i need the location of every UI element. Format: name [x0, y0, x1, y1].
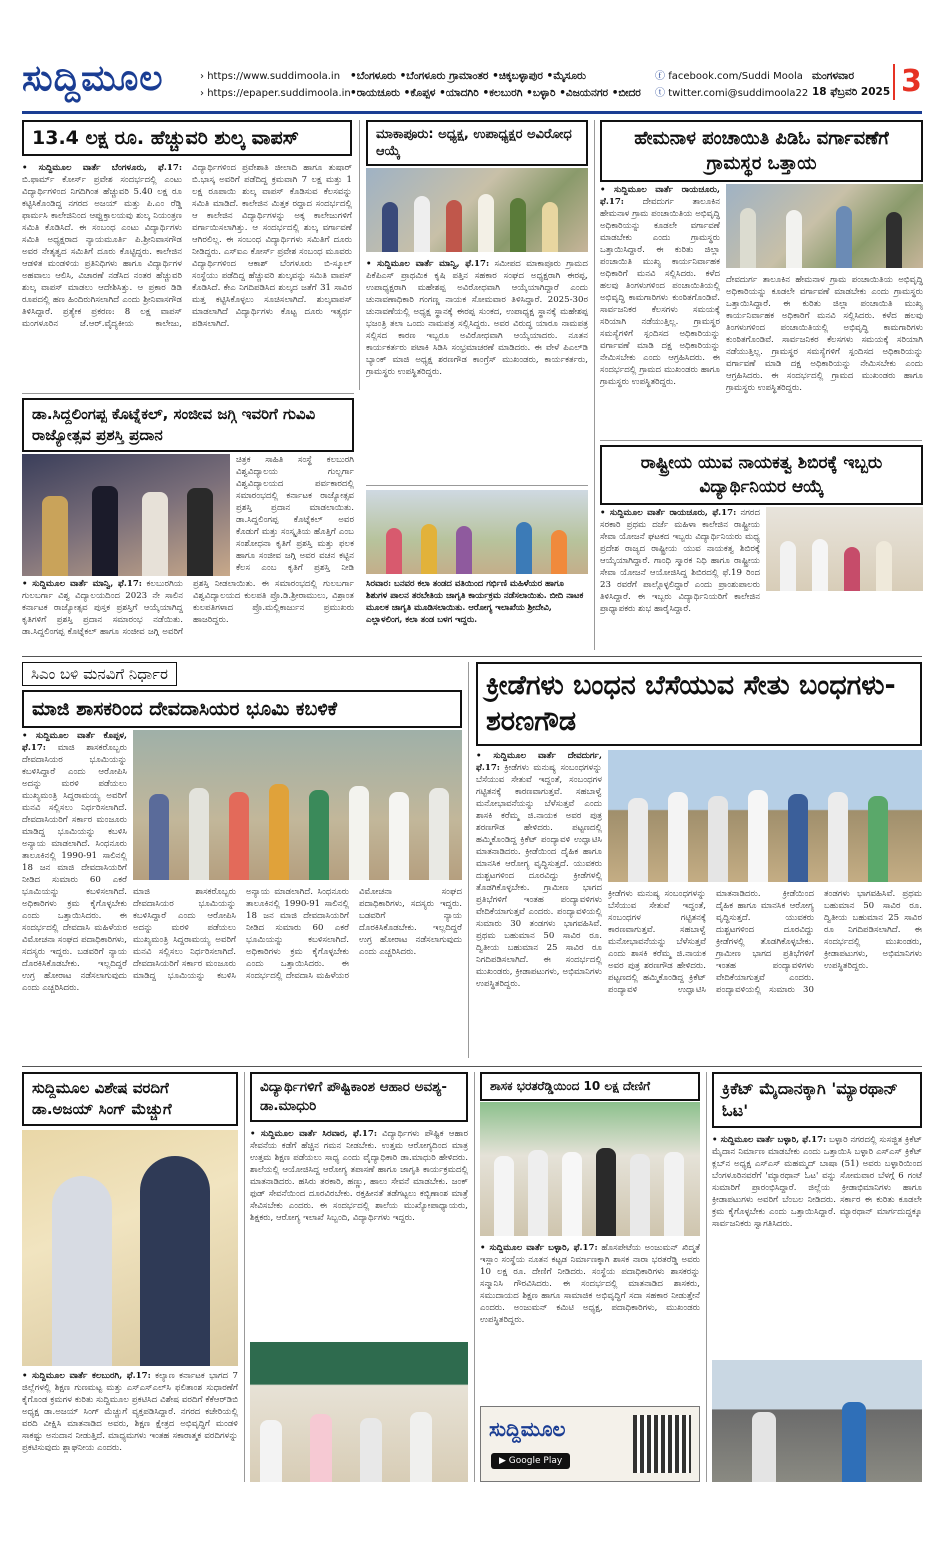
photo-figure: [740, 208, 756, 268]
masthead-links: [200, 68, 351, 102]
article-body: • ಸುದ್ದಿಮೂಲ ವಾರ್ತೆ ಮಾನ್ವಿ, ಫೆ.17: ಸಮೀಪದ ಮಾಕಾಪೂರು ಗ್ರಾಮದ ಪಿಕೆಪಿಎಸ್ ಪ್ರಾಥಮಿಕ ಕೃಷಿ ಪತ್ತಿನ ಸಹಕಾರ ಸಂಘದ ಅಧ್ಯಕ್ಷರಾಗಿ ಈರಪ್ಪ, ಉಪಾಧ್ಯಕ್ಷರಾಗಿ ಮಹೇಶಪ್ಪ ಅವಿರೋಧವಾಗಿ ಆಯ್ಕೆಯಾಗಿದ್ದಾರೆ ಎಂದು ಚುನಾವಣಾಧಿಕಾರಿ ಗಂಗಣ್ಣ ನಾಯಕ ಸೋಮವಾರ ತಿಳಿಸಿದ್ದಾರೆ. 2025-30ರ ಚುನಾವಣೆಯಲ್ಲಿ ಅಧ್ಯಕ್ಷ ಸ್ಥಾನಕ್ಕೆ ಈರಪ್ಪ ಸುಂಕದ, ಉಪಾಧ್ಯಕ್ಷ ಸ್ಥಾನಕ್ಕೆ ಮಹೇಶಪ್ಪ ಭಜಂತ್ರಿ ತಲಾ ಒಂದು ನಾಮಪತ್ರ ಸಲ್ಲಿಸಿದ್ದರು. ಅವರ ವಿರುದ್ಧ ಯಾರೂ ನಾಮಪತ್ರ ಸಲ್ಲಿಸದ ಕಾರಣ ಇಬ್ಬರೂ ಅವಿರೋಧವಾಗಿ ಆಯ್ಕೆಯಾದರು. ನೂತನ ಕಾರ್ಯಕರ್ತರು ಪಟಾಕಿ ಸಿಡಿಸಿ ಸಂಭ್ರಮಾಚರಣೆ ಮಾಡಿದರು. ಈ ವೇಳೆ ಪಿಎಲ್‌ಡಿ ಬ್ಯಾಂಕ್ ಮಾಜಿ ಅಧ್ಯಕ್ಷ ಶರಣಗೌಡ ಕಾಂಗ್ರೆಸ್ ಮುಖಂಡರು, ಕಾರ್ಯಕರ್ತರು, ಗ್ರಾಮಸ್ಥರು ಉಪಸ್ಥಿತರಿದ್ದರು.: [366, 259, 588, 377]
issue-date: [812, 68, 890, 100]
photo-figure: [844, 547, 860, 591]
photo-figure: [748, 790, 768, 882]
photo-figure: [886, 212, 902, 268]
photo-figure: [708, 796, 728, 882]
photo-figure: [389, 792, 409, 880]
article-body-continued: ಕ್ರೀಡೆಗಳು ಮನುಷ್ಯ ಸಂಬಂಧಗಳನ್ನು ಬೆಸೆಯುವ ಸೇತುವೆ ಇದ್ದಂತೆ, ಸಂಬಂಧಗಳ ಗಟ್ಟಿತನಕ್ಕೆ ಕಾರಣವಾಗುತ್ತವೆ. ಸಹಬಾಳ್ವೆ ಮನೋಭಾವನೆಯನ್ನು ಬೆಳೆಸುತ್ತವೆ ಎಂದು ಶಾಸಕಿ ಕರೆಮ್ಮ ಜಿ.ನಾಯಕ ಅವರ ಪುತ್ರ ಶರಣಗೌಡ ಹೇಳಿದರು. ಪಟ್ಟಣದಲ್ಲಿ ಹಮ್ಮಿಕೊಂಡಿದ್ದ ಕ್ರಿಕೆಟ್ ಪಂದ್ಯಾವಳಿ ಉದ್ಘಾಟಿಸಿ ಮಾತನಾಡಿದರು. ಕ್ರೀಡೆಯಿಂದ ದೈಹಿಕ ಹಾಗೂ ಮಾನಸಿಕ ಆರೋಗ್ಯ ವೃದ್ಧಿಸುತ್ತದೆ. ಯುವಕರು ದುಶ್ಚಟಗಳಿಂದ ದೂರವಿದ್ದು ಕ್ರೀಡೆಗಳಲ್ಲಿ ತೊಡಗಿಕೊಳ್ಳಬೇಕು. ಗ್ರಾಮೀಣ ಭಾಗದ ಪ್ರತಿಭೆಗಳಿಗೆ ಇಂತಹ ಪಂದ್ಯಾವಳಿಗಳು ವೇದಿಕೆಯಾಗುತ್ತವೆ ಎಂದರು. ಪಂದ್ಯಾವಳಿಯಲ್ಲಿ ಸುಮಾರು 30 ತಂಡಗಳು ಭಾಗವಹಿಸಿವೆ. ಪ್ರಥಮ ಬಹುಮಾನ 50 ಸಾವಿರ ರೂ. ದ್ವಿತೀಯ ಬಹುಮಾನ 25 ಸಾವಿರ ರೂ ನಿಗದಿಪಡಿಸಲಾಗಿದೆ. ಈ ಸಂದರ್ಭದಲ್ಲಿ ಮುಖಂಡರು, ಕ್ರೀಡಾಪಟುಗಳು, ಅಭಿಮಾನಿಗಳು ಉಪಸ್ಥಿತರಿದ್ದರು.: [608, 889, 922, 995]
photo-figure: [310, 1414, 332, 1482]
social-links: [655, 68, 808, 102]
article-photo: [22, 454, 230, 576]
photo-figure: [788, 794, 808, 882]
article-photo: [366, 490, 588, 574]
article-dateline: • ಸುದ್ದಿಮೂಲ ವಾರ್ತೆ ರಾಯಚೂರು, ಫೆ.17:: [600, 185, 720, 207]
article-dateline: • ಸುದ್ದಿಮೂಲ ವಾರ್ತೆ ರಾಯಚೂರು, ಫೆ.17:: [600, 508, 737, 518]
column-divider: [468, 662, 469, 1058]
article-headline: ಕ್ರಿಕೆಟ್ ಮೈದಾನಕ್ಕಾಗಿ 'ಮ್ಯಾರಥಾನ್ ಓಟ': [712, 1072, 922, 1128]
article-body: • ಸುದ್ದಿಮೂಲ ವಾರ್ತೆ ಬಳ್ಳಾರಿ, ಫೆ.17: ಹೊಸಪೇಟೆಯ ಅಂಜುಮನ್ ಖಿದ್ಮತೆ ಇಸ್ಲಾಂ ಸಂಸ್ಥೆಯ ನೂತನ ಕಟ್ಟಡ ನಿರ್ಮಾಣಕ್ಕಾಗಿ ಶಾಸಕ ನಾರಾ ಭರತರೆಡ್ಡಿ ಅವರು 10 ಲಕ್ಷ ರೂ. ದೇಣಿಗೆ ನೀಡಿದರು. ಸಂಸ್ಥೆಯ ಪದಾಧಿಕಾರಿಗಳು ಶಾಸಕರನ್ನು ಸನ್ಮಾನಿಸಿ ಗೌರವಿಸಿದರು. ಈ ಸಂದರ್ಭದಲ್ಲಿ ಮಾತನಾಡಿದ ಶಾಸಕರು, ಸಮುದಾಯದ ಶಿಕ್ಷಣ ಹಾಗೂ ಸಾಮಾಜಿಕ ಅಭಿವೃದ್ಧಿಗೆ ಸದಾ ಸಹಕಾರ ನೀಡುತ್ತೇನೆ ಎಂದರು. ಅಂಜುಮನ್ ಕಮಿಟಿ ಅಧ್ಯಕ್ಷ, ಪದಾಧಿಕಾರಿಗಳು, ಮುಖಂಡರು ಉಪಸ್ಥಿತರಿದ್ದರು.: [480, 1243, 700, 1325]
article-devadasi: [22, 662, 462, 1060]
photo-figure: [429, 788, 449, 880]
epaper-link[interactable]: › https://epaper.suddimoola.in: [200, 88, 351, 99]
article-body: • ಸುದ್ದಿಮೂಲ ವಾರ್ತೆ ರಾಯಚೂರು, ಫೆ.17: ದೇವದುರ್ಗ ತಾಲೂಕಿನ ಹೇಮನಾಳ ಗ್ರಾಮ ಪಂಚಾಯಿತಿಯ ಅಭಿವೃದ್ಧಿ ಅಧಿಕಾರಿಯನ್ನು ಕೂಡಲೇ ವರ್ಗಾವಣೆ ಮಾಡಬೇಕು ಎಂದು ಗ್ರಾಮಸ್ಥರು ಒತ್ತಾಯಿಸಿದ್ದಾರೆ. ಈ ಕುರಿತು ಜಿಲ್ಲಾ ಪಂಚಾಯಿತಿ ಮುಖ್ಯ ಕಾರ್ಯನಿರ್ವಾಹಕ ಅಧಿಕಾರಿಗೆ ಮನವಿ ಸಲ್ಲಿಸಿದರು. ಕಳೆದ ಹಲವು ತಿಂಗಳುಗಳಿಂದ ಪಂಚಾಯಿತಿಯಲ್ಲಿ ಅಭಿವೃದ್ಧಿ ಕಾಮಗಾರಿಗಳು ಕುಂಠಿತಗೊಂಡಿವೆ. ಸಾರ್ವಜನಿಕರ ಕೆಲಸಗಳು ಸಮಯಕ್ಕೆ ಸರಿಯಾಗಿ ನಡೆಯುತ್ತಿಲ್ಲ. ಗ್ರಾಮಸ್ಥರ ಸಮಸ್ಯೆಗಳಿಗೆ ಸ್ಪಂದಿಸದ ಅಧಿಕಾರಿಯನ್ನು ವರ್ಗಾವಣೆ ಮಾಡಿ ದಕ್ಷ ಅಧಿಕಾರಿಯನ್ನು ನೇಮಿಸಬೇಕು ಎಂದು ಆಗ್ರಹಿಸಿದರು. ಈ ಸಂದರ್ಭದಲ್ಲಿ ಗ್ರಾಮದ ಮುಖಂಡರು ಹಾಗೂ ಗ್ರಾಮಸ್ಥರು ಉಪಸ್ಥಿತರಿದ್ದರು.: [600, 185, 720, 387]
twitter-link[interactable]: ⓣ twitter.comi@suddimoola22: [655, 88, 809, 99]
ad-logo: ಸುದ್ದಿಮೂಲ: [489, 1417, 566, 1441]
article-headline: ವಿದ್ಯಾರ್ಥಿಗಳಿಗೆ ಪೌಷ್ಟಿಕಾಂಶ ಆಹಾರ ಅವಶ್ಯ-ಡಾ.ಮಾಧುರಿ: [250, 1072, 468, 1122]
photo-figure: [189, 788, 209, 880]
article-hemanal: [600, 120, 923, 435]
photo-figure: [868, 796, 888, 882]
photo-figure: [260, 1420, 282, 1482]
article-body: • ಸುದ್ದಿಮೂಲ ವಾರ್ತೆ ದೇವದುರ್ಗ, ಫೆ.17: ಕ್ರೀಡೆಗಳು ಮನುಷ್ಯ ಸಂಬಂಧಗಳನ್ನು ಬೆಸೆಯುವ ಸೇತುವೆ ಇದ್ದಂತೆ, ಸಂಬಂಧಗಳ ಗಟ್ಟಿತನಕ್ಕೆ ಕಾರಣವಾಗುತ್ತವೆ. ಸಹಬಾಳ್ವೆ ಮನೋಭಾವನೆಯನ್ನು ಬೆಳೆಸುತ್ತವೆ ಎಂದು ಶಾಸಕಿ ಕರೆಮ್ಮ ಜಿ.ನಾಯಕ ಅವರ ಪುತ್ರ ಶರಣಗೌಡ ಹೇಳಿದರು. ಪಟ್ಟಣದಲ್ಲಿ ಹಮ್ಮಿಕೊಂಡಿದ್ದ ಕ್ರಿಕೆಟ್ ಪಂದ್ಯಾವಳಿ ಉದ್ಘಾಟಿಸಿ ಮಾತನಾಡಿದರು. ಕ್ರೀಡೆಯಿಂದ ದೈಹಿಕ ಹಾಗೂ ಮಾನಸಿಕ ಆರೋಗ್ಯ ವೃದ್ಧಿಸುತ್ತದೆ. ಯುವಕರು ದುಶ್ಚಟಗಳಿಂದ ದೂರವಿದ್ದು ಕ್ರೀಡೆಗಳಲ್ಲಿ ತೊಡಗಿಕೊಳ್ಳಬೇಕು. ಗ್ರಾಮೀಣ ಭಾಗದ ಪ್ರತಿಭೆಗಳಿಗೆ ಇಂತಹ ಪಂದ್ಯಾವಳಿಗಳು ವೇದಿಕೆಯಾಗುತ್ತವೆ ಎಂದರು. ಪಂದ್ಯಾವಳಿಯಲ್ಲಿ ಸುಮಾರು 30 ತಂಡಗಳು ಭಾಗವಹಿಸಿವೆ. ಪ್ರಥಮ ಬಹುಮಾನ 50 ಸಾವಿರ ರೂ. ದ್ವಿತೀಯ ಬಹುಮಾನ 25 ಸಾವಿರ ರೂ ನಿಗದಿಪಡಿಸಲಾಗಿದೆ. ಈ ಸಂದರ್ಭದಲ್ಲಿ ಮುಖಂಡರು, ಕ್ರೀಡಾಪಟುಗಳು, ಅಭಿಮಾನಿಗಳು ಉಪಸ್ಥಿತರಿದ್ದರು.: [476, 751, 602, 989]
photo-figure: [828, 792, 848, 882]
article-dateline: • ಸುದ್ದಿಮೂಲ ವಾರ್ತೆ ಕೊಪ್ಪಳ, ಫೆ.17:: [22, 731, 127, 753]
column-divider: [474, 1072, 475, 1482]
article-body-continued: ದೇವದುರ್ಗ ತಾಲೂಕಿನ ಹೇಮನಾಳ ಗ್ರಾಮ ಪಂಚಾಯಿತಿಯ ಅಭಿವೃದ್ಧಿ ಅಧಿಕಾರಿಯನ್ನು ಕೂಡಲೇ ವರ್ಗಾವಣೆ ಮಾಡಬೇಕು ಎಂದು ಗ್ರಾಮಸ್ಥರು ಒತ್ತಾಯಿಸಿದ್ದಾರೆ. ಈ ಕುರಿತು ಜಿಲ್ಲಾ ಪಂಚಾಯಿತಿ ಮುಖ್ಯ ಕಾರ್ಯನಿರ್ವಾಹಕ ಅಧಿಕಾರಿಗೆ ಮನವಿ ಸಲ್ಲಿಸಿದರು. ಕಳೆದ ಹಲವು ತಿಂಗಳುಗಳಿಂದ ಪಂಚಾಯಿತಿಯಲ್ಲಿ ಅಭಿವೃದ್ಧಿ ಕಾಮಗಾರಿಗಳು ಕುಂಠಿತಗೊಂಡಿವೆ. ಸಾರ್ವಜನಿಕರ ಕೆಲಸಗಳು ಸಮಯಕ್ಕೆ ಸರಿಯಾಗಿ ನಡೆಯುತ್ತಿಲ್ಲ. ಗ್ರಾಮಸ್ಥರ ಸಮಸ್ಯೆಗಳಿಗೆ ಸ್ಪಂದಿಸದ ಅಧಿಕಾರಿಯನ್ನು ವರ್ಗಾವಣೆ ಮಾಡಿ ದಕ್ಷ ಅಧಿಕಾರಿಯನ್ನು ನೇಮಿಸಬೇಕು ಎಂದು ಆಗ್ರಹಿಸಿದರು. ಈ ಸಂದರ್ಭದಲ್ಲಿ ಗ್ರಾಮದ ಮುಖಂಡರು ಹಾಗೂ ಗ್ರಾಮಸ್ಥರು ಉಪಸ್ಥಿತರಿದ್ದರು.: [726, 275, 923, 393]
article-mla: [480, 1072, 700, 1482]
row-divider: [366, 485, 588, 486]
photo-figure: [142, 492, 168, 576]
photo-figure: [446, 200, 462, 252]
column-divider: [359, 120, 360, 390]
article-ajay: [22, 1072, 238, 1482]
column-divider: [244, 1072, 245, 1482]
article-body: • ಸುದ್ದಿಮೂಲ ವಾರ್ತೆ ಬೆಂಗಳೂರು, ಫೆ.17: ಬಿ.ಫಾರ್ಮ್ ಕೋರ್ಸ್ ಪ್ರವೇಶ ಸಂದರ್ಭದಲ್ಲಿ ಎಂಟು ವಿದ್ಯಾರ್ಥಿಗಳಿಂದ ನಿಗದಿಗಿಂತ ಹೆಚ್ಚುವರಿ 5.40 ಲಕ್ಷ ರೂ ಕಟ್ಟಿಸಿಕೊಂಡಿದ್ದ ನಗರದ ಅಜಯ್‌ ಮತ್ತು ಪಿ.ಎಂ ರೆಡ್ಡಿ ಫಾರ್ಮಸಿ ಕಾಲೇಜಿನಿಂದ ಆಪ್ಷುಕ್ತಾಲಯವು ಶುಲ್ಕ ನಿಯಂತ್ರಣ ಸಮಿತಿ ಕೊಡಿಸಿದೆ. ಈ ಸಂಬಂಧ ಎಂಟು ವಿದ್ಯಾರ್ಥಿಗಳು ಸಮಿತಿ ಅಧ್ಯಕ್ಷರಾದ ನ್ಯಾಯಮೂರ್ತಿ ಪಿ.ಶ್ರೀನಿವಾಸಗೌಡ ಅವರ ನೇತೃತ್ವದ ಸಮಿತಿಗೆ ದೂರು ಕೊಟ್ಟಿದ್ದರು. ಕಾಲೇಜಿನ ಆಡಳಿತ ಮಂಡಳಿಯ ಪ್ರತಿನಿಧಿಗಳು ಹಾಗೂ ವಿದ್ಯಾರ್ಥಿಗಳ ಅಹವಾಲು ಆಲಿಸಿ, ವಿಚಾರಣೆ ನಡೆಸಿದ ನಂತರ ಹೆಚ್ಚುವರಿ ಶುಲ್ಕ ವಾಪಸ್‌ ಮಾಡಲು ಆದೇಶಿಸಿತ್ತು. ಆ ಪ್ರಕಾರ ಡಿಡಿ ರೂಪದಲ್ಲಿ ಹಣ ಹಿಂದಿರುಗಿಸಲಾಗಿದೆ ಎಂದು ಶ್ರೀನಿವಾಸಗೌಡ ತಿಳಿಸಿದ್ದಾರೆ. ಪ್ರತ್ಯೇಕ ಪ್ರಕರಣ: 8 ಲಕ್ಷ ವಾಪಸ್ ಮಂಗಳೂರಿನ ಜೆ.ಆರ್.ವೈದ್ಯಕೀಯ ಕಾಲೇಜು, ವಿದ್ಯಾರ್ಥಿಗಳಿಂದ ಪ್ರವೇಶಾತಿ ಜೀಲಾದಿ ಹಾಗೂ ತುಷಾರ್ ಬಿ.ಭಾಸ್ಕ ಅವರಿಗೆ ಪಡೆದಿದ್ದ ಕ್ರಮವಾಗಿ 7 ಲಕ್ಷ ಮತ್ತು 1 ಲಕ್ಷ ರೂಪಾಯಿ ಶುಲ್ಕ ವಾಪಸ್ ಕೊಡಿಸುವ ಕೆಲಸವನ್ನು ಸಮಿತಿ ಮಾಡಿದೆ. ಕಾಲೇಜಿನ ಮಿತ್ತಕ ರದ್ದಾದ ಸಂದರ್ಭದಲ್ಲಿ ಆ ಕಾಲೇಜಿನ ವಿದ್ಯಾರ್ಥಿಗಳನ್ನು ಅಕ್ಕ ಕಾಲೇಜುಗಳಿಗೆ ವರ್ಗಾಯಿಸಲಾಗಿತ್ತು. ಆ ಸಂದರ್ಭದಲ್ಲಿ ಶುಲ್ಕ ವರ್ಗಾವಣೆ ಆಗಿರಲಿಲ್ಲ. ಈ ಸಂಬಂಧ ವಿದ್ಯಾರ್ಥಿಗಳು ಸಮಿತಿಗೆ ದೂರು ನೀಡಿದ್ದರು. ಎಸ್ಐಎ ಕೋರ್ಸ್ ಪ್ರವೇಶ ಸಂಬಂಧ ಮೂವರು ವಿದ್ಯಾರ್ಥಿಗಳಿಂದ ಆಕಾಶ್ ಬೆಂಗಳೂರು ಬಿ-ಸ್ಕೂಲ್ ಸಂಸ್ಥೆಯು ಪಡೆದಿದ್ದ ಹೆಚ್ಚುವರಿ ಶುಲ್ಕವನ್ನು ಸಮಿತಿ ವಾಪಸ್ ಕೊಡಿಸಿದೆ. ಕೇಎ ನಿಗದಿಪಡಿಸಿದ ಶುಲ್ಕದ ಜತೆಗೆ 31 ಸಾವಿರ ಮತ್ತ ಕಟ್ಟಿಸಿಕೊಳ್ಳಲು ಸೂಚಿಸಲಾಗಿದೆ. ಶುಲ್ಕವಾಪಸ್ ಮಾಡಲಾಗಿದೆ ವಿದ್ಯಾರ್ಥಿಗಳು ಕೊಟ್ಟ ದೂರು ಇತ್ಯರ್ಥ ಪಡಿಸಲಾಗಿದೆ.: [22, 163, 352, 329]
article-headline: ಮಾಜಿ ಶಾಸಕರಿಂದ ದೇವದಾಸಿಯರ ಭೂಮಿ ಕಬಳಿಕೆ: [22, 690, 462, 728]
photo-figure: [628, 798, 648, 882]
photo-figure: [349, 786, 369, 880]
photo-figure: [668, 792, 688, 882]
article-dateline: • ಸುದ್ದಿಮೂಲ ವಾರ್ತೆ ಸಿರವಾರ, ಫೆ.17:: [250, 1129, 377, 1139]
photo-figure: [836, 206, 852, 268]
article-dateline: • ಸುದ್ದಿಮೂಲ ವಾರ್ತೆ ಬಳ್ಳಾರಿ, ಫೆ.17:: [480, 1243, 598, 1253]
article-cricket: [712, 1072, 922, 1482]
photo-figure: [876, 541, 892, 591]
article-body: • ಸುದ್ದಿಮೂಲ ವಾರ್ತೆ ಬಳ್ಳಾರಿ, ಫೆ.17: ಬಳ್ಳಾರಿ ನಗರದಲ್ಲಿ ಸುಸಜ್ಜಿತ ಕ್ರಿಕೆಟ್ ಮೈದಾನ ನಿರ್ಮಾಣ ಮಾಡಬೇಕು ಎಂದು ಒತ್ತಾಯಿಸಿ ಬಳ್ಳಾರಿ ಎಸ್ಎಸ್ ಕ್ರಿಕೆಟ್ ಕ್ಲಬ್‌ನ ಅಧ್ಯಕ್ಷ ಎಸ್ಎಸ್ ಮಹಮ್ಮದ್ ಬಾಷಾ (51) ಅವರು ಬಳ್ಳಾರಿಯಿಂದ ಬೆಂಗಳೂರಿನವರೆಗೆ 'ಮ್ಯಾರಥಾನ್ ಓಟ' ವನ್ನು ಸೋಮವಾರ ಬೆಳಗ್ಗೆ 6 ಗಂಟೆ ಸುಮಾರಿಗೆ ಪ್ರಾರಂಭಿಸಿದ್ದಾರೆ. ಜಿಲ್ಲೆಯ ಕ್ರೀಡಾಭಿಮಾನಿಗಳು ಹಾಗೂ ಕ್ರೀಡಾಪಟುಗಳು ಅವರಿಗೆ ಬೆಂಬಲ ನೀಡಿದರು. ಸರ್ಕಾರ ಈ ಕುರಿತು ಕೂಡಲೇ ಕ್ರಮ ಕೈಗೊಳ್ಳಬೇಕು ಎಂದು ಒತ್ತಾಯಿಸಿದ್ದಾರೆ. ಮ್ಯಾರಥಾನ್ ಮಾರ್ಗದುದ್ದಕ್ಕೂ ಸಾರ್ವಜನಿಕರು ಸ್ವಾಗತಿಸಿದರು.: [712, 1135, 922, 1229]
photo-figure: [309, 790, 329, 880]
photo-figure: [478, 194, 494, 252]
article-body: • ಸುದ್ದಿಮೂಲ ವಾರ್ತೆ ಸಿರವಾರ, ಫೆ.17: ವಿದ್ಯಾರ್ಥಿಗಳು ಪೌಷ್ಟಿಕ ಆಹಾರ ಸೇವನೆಯ ಕಡೆಗೆ ಹೆಚ್ಚಿನ ಗಮನ ನೀಡಬೇಕು. ಉತ್ತಮ ಆರೋಗ್ಯದಿಂದ ಮಾತ್ರ ಉತ್ತಮ ಶಿಕ್ಷಣ ಪಡೆಯಲು ಸಾಧ್ಯ ಎಂದು ವೈದ್ಯಾಧಿಕಾರಿ ಡಾ.ಮಾಧುರಿ ಹೇಳಿದರು. ಶಾಲೆಯಲ್ಲಿ ಆಯೋಜಿಸಿದ್ದ ಆರೋಗ್ಯ ತಪಾಸಣೆ ಹಾಗೂ ಜಾಗೃತಿ ಕಾರ್ಯಕ್ರಮದಲ್ಲಿ ಮಾತನಾಡಿದರು. ಹಸಿರು ತರಕಾರಿ, ಹಣ್ಣು, ಹಾಲು ಸೇವನೆ ಮಾಡಬೇಕು. ಜಂಕ್ ಫುಡ್ ಸೇವನೆಯಿಂದ ದೂರವಿರಬೇಕು. ರಕ್ತಹೀನತೆ ತಡೆಗಟ್ಟಲು ಕಬ್ಬಿಣಾಂಶ ಮಾತ್ರೆ ಸೇವಿಸಬೇಕು ಎಂದರು. ಈ ಸಂದರ್ಭದಲ್ಲಿ ಶಾಲೆಯ ಮುಖ್ಯೋಪಾಧ್ಯಾಯರು, ಶಿಕ್ಷಕರು, ಆರೋಗ್ಯ ಇಲಾಖೆ ಸಿಬ್ಬಂದಿ, ವಿದ್ಯಾರ್ಥಿಗಳು ಇದ್ದರು.: [250, 1129, 468, 1223]
article-dateline: • ಸುದ್ದಿಮೂಲ ವಾರ್ತೆ ಮಾನ್ವಿ, ಫೆ.17:: [22, 579, 142, 589]
article-headline: ರಾಷ್ಟ್ರೀಯ ಯುವ ನಾಯಕತ್ವ ಶಿಬಿರಕ್ಕೆ ಇಬ್ಬರು ವಿದ್ಯಾರ್ಥಿನಿಯರ ಆಯ್ಕೆ: [600, 445, 923, 505]
article-photo: [608, 750, 922, 882]
article-photo: [250, 1342, 468, 1482]
qr-code: [633, 1415, 691, 1473]
column-divider: [594, 120, 595, 650]
issue-date-text: 18 ಫೆಬ್ರವರಿ 2025: [812, 86, 891, 98]
article-siddalingappa: [22, 398, 354, 650]
photo-figure: [52, 1176, 112, 1366]
twitter-icon: ⓣ: [655, 88, 665, 99]
masthead-logo[interactable]: ಸುದ್ದಿಮೂಲ: [22, 58, 164, 99]
article-nutrition: [250, 1072, 468, 1482]
article-body: • ಸುದ್ದಿಮೂಲ ವಾರ್ತೆ ಕೊಪ್ಪಳ, ಫೆ.17: ಮಾಜಿ ಶಾಸಕರೊಬ್ಬರು ದೇವದಾಸಿಯರ ಭೂಮಿಯನ್ನು ಕಬಳಿಸಿದ್ದಾರೆ ಎಂದು ಆರೋಪಿಸಿ ಅದನ್ನು ಮರಳಿ ಪಡೆಯಲು ಮುಖ್ಯಮಂತ್ರಿ ಸಿದ್ದರಾಮಯ್ಯ ಅವರಿಗೆ ಮನವಿ ಸಲ್ಲಿಸಲು ನಿರ್ಧರಿಸಲಾಗಿದೆ. ದೇವದಾಸಿಯರಿಗೆ ಸರ್ಕಾರ ಮಂಜೂರು ಮಾಡಿದ್ದ ಭೂಮಿಯನ್ನು ಕಬಳಿಸಿ ಅನ್ಯಾಯ ಮಾಡಲಾಗಿದೆ. ಸಿಂಧನೂರು ತಾಲೂಕಿನಲ್ಲಿ 1990-91 ಸಾಲಿನಲ್ಲಿ 18 ಜನ ಮಾಜಿ ದೇವದಾಸಿಯರಿಗೆ ನೀಡಿದ ಸುಮಾರು 60 ಎಕರೆ ಭೂಮಿಯನ್ನು ಕಬಳಿಸಲಾಗಿದೆ. ಅಧಿಕಾರಿಗಳು ಕ್ರಮ ಕೈಗೊಳ್ಳಬೇಕು ಎಂದು ಒತ್ತಾಯಿಸಿದರು. ಈ ಸಂದರ್ಭದಲ್ಲಿ ದೇವದಾಸಿ ಮಹಿಳೆಯರ ವಿಮೋಚನಾ ಸಂಘದ ಪದಾಧಿಕಾರಿಗಳು, ಸದಸ್ಯರು ಇದ್ದರು. ಬಡವರಿಗೆ ನ್ಯಾಯ ದೊರಕಿಸಿಕೊಡಬೇಕು. ಇಲ್ಲದಿದ್ದರೆ ಉಗ್ರ ಹೋರಾಟ ನಡೆಸಲಾಗುವುದು ಎಂದು ಎಚ್ಚರಿಸಿದರು.: [22, 731, 127, 993]
article-sports: [476, 662, 922, 1060]
photo-figure: [386, 528, 402, 574]
cities-line-1: •ಬೆಂಗಳೂರು •ಬೆಂಗಳೂರು ಗ್ರಾಮಾಂತರ •ಚಿಕ್ಕಬಳ್ಳಾಪುರ •ಮೈಸೂರು: [350, 70, 586, 82]
photo-figure: [456, 526, 472, 574]
website-link[interactable]: › https://www.suddimoola.in: [200, 71, 341, 82]
article-photo: [133, 730, 462, 880]
page-number: 3: [893, 64, 922, 100]
photo-figure: [269, 784, 289, 880]
photo-caption: ಸಿರವಾರ: ಬನವರ ಕಲಾ ತಂಡದ ವತಿಯಿಂದ ಗರ್ಭಿಣಿ ಮಹಿಳೆಯರ ಹಾಗೂ ಶಿಶುಗಳ ಪಾಲನ ತರಬೇತಿಯ ಜಾಗೃತಿ ಕಾರ್ಯಕ್ರಮ ನಡೆಸಲಾಯಿತು. ಬೀದಿ ನಾಟಕ ಮೂಲಕ ಜಾಗೃತಿ ಮೂಡಿಸಲಾಯಿತು. ಆರೋಗ್ಯ ಇಲಾಖೆಯ ಶ್ರೀದೇವಿ, ಎಲ್ಲಾಳಲಿಂಗ, ಕಲಾ ತಂಡ ಬಳಗ ಇದ್ದರು.: [366, 579, 584, 625]
article-headline: ಶಾಸಕ ಭರತರೆಡ್ಡಿಯಿಂದ 10 ಲಕ್ಷ ದೇಣಿಗೆ: [480, 1072, 700, 1101]
photo-figure: [551, 530, 567, 574]
article-body: • ಸುದ್ದಿಮೂಲ ವಾರ್ತೆ ಮಾನ್ವಿ, ಫೆ.17: ಕಲಬುರಗಿಯ ಗುಲಬರ್ಗಾ ವಿಶ್ವ ವಿದ್ಯಾಲಯದಿಂದ 2023 ನೇ ಸಾಲಿನ ಕರ್ನಾಟಕ ರಾಜ್ಯೋತ್ಸವ ಪುಸ್ತಕ ಪ್ರಶಸ್ತಿಗೆ ಆಯ್ಕೆಯಾಗಿದ್ದ ಕೃತಿಗಳಿಗೆ ಪ್ರಶಸ್ತಿ ಪ್ರದಾನ ಸಮಾರಂಭ ನಡೆಯಿತು. ಡಾ.ಸಿದ್ದಲಿಂಗಪ್ಪ ಕೊಟ್ನೆಕಲ್ ಹಾಗೂ ಸಂಜೀವ ಜಗ್ಗಿ ಅವರಿಗೆ ಪ್ರಶಸ್ತಿ ನೀಡಲಾಯಿತು. ಈ ಸಮಾರಂಭದಲ್ಲಿ ಗುಲಬರ್ಗಾ ವಿಶ್ವವಿದ್ಯಾಲಯದ ಕುಲಪತಿ ಪ್ರೊ.ಡಿ.ಶ್ರೀರಾಮುಲು, ವಿಶ್ರಾಂತ ಕುಲಪತಿಗಳಾದ ಪ್ರೊ.ಮಲ್ಲಿಕಾರ್ಜುನ ಪ್ರಮುಖರು ಹಾಜರಿದ್ದರು.: [22, 579, 354, 637]
article-photo: [766, 507, 923, 591]
article-youth: [600, 445, 923, 650]
article-photo: [726, 184, 923, 268]
photo-figure: [42, 496, 68, 576]
photo-figure: [562, 1152, 582, 1236]
article-headline: ಮಾಕಾಪೂರು: ಅಧ್ಯಕ್ಷ, ಉಪಾಧ್ಯಕ್ಷರ ಅವಿರೋಧ ಆಯ್ಕೆ: [366, 120, 588, 166]
facebook-icon: ⓕ: [655, 71, 665, 82]
photo-figure: [664, 1152, 684, 1236]
google-play-badge[interactable]: ▶ Google Play: [491, 1453, 570, 1469]
article-body: • ಸುದ್ದಿಮೂಲ ವಾರ್ತೆ ಕಲಬುರಗಿ, ಫೆ.17: ಕಲ್ಯಾಣ ಕರ್ನಾಟಕ ಭಾಗದ 7 ಜಿಲ್ಲೆಗಳಲ್ಲಿ ಶಿಕ್ಷಣ ಗುಣಮಟ್ಟ ಮತ್ತು ಎಸ್ಎಸ್ಎಲ್‌ಸಿ ಫಲಿತಾಂಶ ಸುಧಾರಣೆಗೆ ಕೈಗೊಂಡ ಕ್ರಮಗಳ ಕುರಿತು ಸುದ್ದಿಮೂಲ ಪ್ರಕಟಿಸಿದ ವಿಶೇಷ ವರದಿಗೆ ಕೆಕೆಆರ್‌ಡಿಬಿ ಅಧ್ಯಕ್ಷ ಡಾ.ಅಜಯ್ ಸಿಂಗ್ ಮೆಚ್ಚುಗೆ ವ್ಯಕ್ತಪಡಿಸಿದ್ದಾರೆ. ನಗರದ ಕಚೇರಿಯಲ್ಲಿ ವರದಿ ವೀಕ್ಷಿಸಿ ಮಾತನಾಡಿದ ಅವರು, ಶಿಕ್ಷಣ ಕ್ಷೇತ್ರದ ಅಭಿವೃದ್ಧಿಗೆ ಮಂಡಳಿ ಸಾಕಷ್ಟು ಅನುದಾನ ನೀಡುತ್ತಿದೆ. ಮಾಧ್ಯಮಗಳು ಇಂತಹ ಸಕಾರಾತ್ಮಕ ವರದಿಗಳನ್ನು ಪ್ರಕಟಿಸುವುದು ಶ್ಲಾಘನೀಯ ಎಂದರು.: [22, 1371, 238, 1453]
article-headline: 13.4 ಲಕ್ಷ ರೂ. ಹೆಚ್ಚುವರಿ ಶುಲ್ಕ ವಾಪಸ್: [22, 120, 352, 156]
photo-figure: [414, 196, 430, 252]
article-photo: [712, 1360, 922, 1482]
photo-figure: [786, 210, 802, 268]
row-divider: [600, 440, 922, 441]
photo-figure: [187, 488, 213, 576]
photo-figure: [382, 202, 398, 252]
photo-figure: [630, 1154, 650, 1236]
play-icon: ▶: [499, 1456, 506, 1466]
article-body-continued: ಮಾಜಿ ಶಾಸಕರೊಬ್ಬರು ದೇವದಾಸಿಯರ ಭೂಮಿಯನ್ನು ಕಬಳಿಸಿದ್ದಾರೆ ಎಂದು ಆರೋಪಿಸಿ ಅದನ್ನು ಮರಳಿ ಪಡೆಯಲು ಮುಖ್ಯಮಂತ್ರಿ ಸಿದ್ದರಾಮಯ್ಯ ಅವರಿಗೆ ಮನವಿ ಸಲ್ಲಿಸಲು ನಿರ್ಧರಿಸಲಾಗಿದೆ. ದೇವದಾಸಿಯರಿಗೆ ಸರ್ಕಾರ ಮಂಜೂರು ಮಾಡಿದ್ದ ಭೂಮಿಯನ್ನು ಕಬಳಿಸಿ ಅನ್ಯಾಯ ಮಾಡಲಾಗಿದೆ. ಸಿಂಧನೂರು ತಾಲೂಕಿನಲ್ಲಿ 1990-91 ಸಾಲಿನಲ್ಲಿ 18 ಜನ ಮಾಜಿ ದೇವದಾಸಿಯರಿಗೆ ನೀಡಿದ ಸುಮಾರು 60 ಎಕರೆ ಭೂಮಿಯನ್ನು ಕಬಳಿಸಲಾಗಿದೆ. ಅಧಿಕಾರಿಗಳು ಕ್ರಮ ಕೈಗೊಳ್ಳಬೇಕು ಎಂದು ಒತ್ತಾಯಿಸಿದರು. ಈ ಸಂದರ್ಭದಲ್ಲಿ ದೇವದಾಸಿ ಮಹಿಳೆಯರ ವಿಮೋಚನಾ ಸಂಘದ ಪದಾಧಿಕಾರಿಗಳು, ಸದಸ್ಯರು ಇದ್ದರು. ಬಡವರಿಗೆ ನ್ಯಾಯ ದೊರಕಿಸಿಕೊಡಬೇಕು. ಇಲ್ಲದಿದ್ದರೆ ಉಗ್ರ ಹೋರಾಟ ನಡೆಸಲಾಗುವುದು ಎಂದು ಎಚ್ಚರಿಸಿದರು.: [133, 887, 462, 981]
photo-figure: [528, 1150, 548, 1236]
photo-figure: [421, 524, 437, 574]
column-divider: [706, 1072, 707, 1482]
row-divider: [22, 1066, 922, 1067]
article-headline: ಹೇಮನಾಳ ಪಂಚಾಯಿತಿ ಪಿಡಿಓ ವರ್ಗಾವಣೆಗೆ ಗ್ರಾಮಸ್ಥರ ಒತ್ತಾಯ: [600, 120, 923, 182]
photo-figure: [752, 1412, 776, 1482]
article-kicker: ಸಿಎಂ ಬಳಿ ಮನವಿಗೆ ನಿರ್ಧಾರ: [22, 662, 177, 686]
row-divider: [22, 393, 354, 394]
photo-caption-side: ಚಿತ್ರಕ ಸಾಹಿತಿ ಸಂಸ್ಥೆ ಕಲಬುರಗಿ ವಿಶ್ವವಿದ್ಯಾಲಯ ಗುಲ್ಬರ್ಗಾ ವಿಶ್ವವಿದ್ಯಾಲಯದ ಪರ್ವಕಾರದಲ್ಲಿ ಸಮಾರಂಭದಲ್ಲಿ ಕರ್ನಾಟಕ ರಾಜ್ಯೋತ್ಸವ ಪ್ರಶಸ್ತಿ ಪ್ರದಾನ ಮಾಡಲಾಯಿತು. ಡಾ.ಸಿದ್ದಲಿಂಗಪ್ಪ ಕೊಟ್ನೆಕಲ್ ಅವರ ಕೊಡುಗೆ ಮತ್ತು ಸಂಸ್ಕೃತಿಯ ಹೊತ್ತಿಗೆ ಎಂಬ ಸಂಶೋಧನಾ ಕೃತಿಗೆ ಪ್ರಶಸ್ತಿ ಮತ್ತು ಫಲಕ ಹಾಗೂ ಸಂಜೀವ ಜಗ್ಗಿ ಅವರ ವಚನ ಕಟ್ಟಿನ ಕೆಲಸ ಎಂಬ ಕೃತಿಗೆ ಪ್ರಶಸ್ತಿ ನೀಡಿ: [236, 455, 354, 573]
row-divider: [22, 656, 922, 657]
photo-figure: [516, 522, 532, 574]
article-dateline: • ಸುದ್ದಿಮೂಲ ವಾರ್ತೆ ಬೆಂಗಳೂರು, ಫೆ.17:: [22, 163, 182, 173]
article-dateline: • ಸುದ್ದಿಮೂಲ ವಾರ್ತೆ ಮಾನ್ವಿ, ಫೆ.17:: [366, 259, 490, 269]
issue-day: ಮಂಗಳವಾರ: [812, 70, 855, 82]
photo-figure: [842, 1402, 866, 1482]
article-photo: [480, 1102, 700, 1236]
article-body: • ಸುದ್ದಿಮೂಲ ವಾರ್ತೆ ರಾಯಚೂರು, ಫೆ.17: ನಗರದ ಸರಕಾರಿ ಪ್ರಥಮ ದರ್ಜೆ ಮಹಿಳಾ ಕಾಲೇಜಿನ ರಾಷ್ಟ್ರೀಯ ಸೇವಾ ಯೋಜನೆ ಘಟಕದ ಇಬ್ಬರು ವಿದ್ಯಾರ್ಥಿನಿಯರು ಮಧ್ಯ ಪ್ರದೇಶ ರಾಜ್ಯದ ರಾಷ್ಟ್ರೀಯ ಯುವ ನಾಯಕತ್ವ ಶಿಬಿರಕ್ಕೆ ಆಯ್ಕೆಯಾಗಿದ್ದಾರೆ. ಗಾಂಧಿ ಸ್ಮಾರಕ ನಿಧಿ ಹಾಗೂ ರಾಷ್ಟ್ರೀಯ ಸೇವಾ ಯೋಜನೆ ಆಯೋಜಿಸಿದ್ದ ಶಿಬಿರದಲ್ಲಿ ಫೆ.19 ರಿಂದ 23 ರವರೆಗೆ ಪಾಲ್ಗೊಳ್ಳಲಿದ್ದಾರೆ ಎಂದು ಪ್ರಾಂಶುಪಾಲರು ತಿಳಿಸಿದ್ದಾರೆ. ಈ ಇಬ್ಬರು ವಿದ್ಯಾರ್ಥಿನಿಯರಿಗೆ ಕಾಲೇಜಿನ ಪ್ರಾಧ್ಯಾಪಕರು ಶುಭ ಹಾರೈಸಿದ್ದಾರೆ.: [600, 508, 760, 614]
photo-figure: [140, 1156, 210, 1366]
article-dateline: • ಸುದ್ದಿಮೂಲ ವಾರ್ತೆ ಕಲಬುರಗಿ, ಫೆ.17:: [22, 1371, 151, 1381]
article-photo: [366, 168, 588, 252]
photo-figure: [510, 198, 526, 252]
photo-figure: [149, 794, 169, 880]
article-dateline: • ಸುದ್ದಿಮೂಲ ವಾರ್ತೆ ದೇವದುರ್ಗ, ಫೆ.17:: [476, 751, 602, 773]
facebook-link[interactable]: ⓕ facebook.com/Suddi Moola: [655, 71, 803, 82]
article-dateline: • ಸುದ್ದಿಮೂಲ ವಾರ್ತೆ ಬಳ್ಳಾರಿ, ಫೆ.17:: [712, 1135, 827, 1145]
article-headline: ಸುದ್ದಿಮೂಲ ವಿಶೇಷ ವರದಿಗೆ ಡಾ.ಅಜಯ್ ಸಿಂಗ್ ಮೆಚ್ಚುಗೆ: [22, 1072, 238, 1126]
article-siravara-photo: [366, 490, 588, 650]
photo-figure: [360, 1418, 382, 1482]
edition-cities: [350, 68, 641, 102]
article-photo: [22, 1130, 238, 1366]
article-mahapur: [366, 120, 588, 485]
photo-figure: [542, 202, 558, 252]
photo-figure: [92, 486, 118, 576]
cities-line-2: •ರಾಯಚೂರು •ಕೊಪ್ಪಳ •ಯಾದಗಿರಿ •ಕಲಬುರಗಿ •ಬಳ್ಳಾರಿ •ವಿಜಯನಗರ •ಬೀದರ: [350, 87, 641, 99]
article-refund: [22, 120, 352, 388]
app-promo-ad[interactable]: [480, 1406, 700, 1482]
photo-figure: [812, 539, 828, 591]
article-headline: ಡಾ.ಸಿದ್ದಲಿಂಗಪ್ಪ ಕೊಟ್ನೆಕಲ್, ಸಂಜೀವ ಜಗ್ಗಿ ಇವರಿಗೆ ಗುವಿವಿ ರಾಜ್ಯೋತ್ಸವ ಪ್ರಶಸ್ತಿ ಪ್ರದಾನ: [22, 398, 354, 452]
article-headline: ಕ್ರೀಡೆಗಳು ಬಂಧನ ಬೆಸೆಯುವ ಸೇತು ಬಂಧಗಳು-ಶರಣಗೌಡ: [476, 662, 922, 746]
photo-figure: [229, 792, 249, 880]
photo-figure: [596, 1148, 616, 1236]
masthead-rule: [22, 111, 922, 114]
photo-figure: [410, 1412, 432, 1482]
photo-figure: [780, 541, 796, 591]
photo-figure: [494, 1156, 514, 1236]
